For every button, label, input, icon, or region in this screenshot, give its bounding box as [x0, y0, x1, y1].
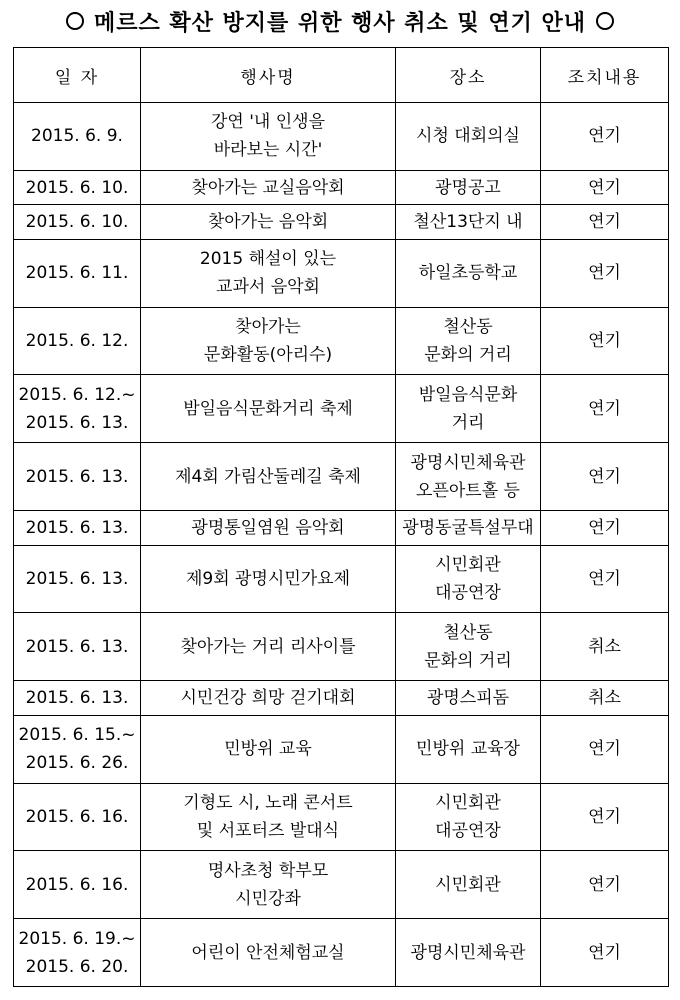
- cell-place: 광명시민체육관 오픈아트홀 등: [396, 443, 541, 511]
- cell-place: 광명스피돔: [396, 681, 541, 716]
- cell-place: 시민회관 대공연장: [396, 783, 541, 851]
- cell-event: 찾아가는 거리 리사이틀: [141, 613, 396, 681]
- cell-date: 2015. 6. 16.: [14, 851, 141, 919]
- cell-date: 2015. 6. 16.: [14, 783, 141, 851]
- document-title: [0, 4, 680, 38]
- cell-action: 연기: [541, 715, 669, 783]
- table-row: [14, 443, 669, 511]
- cell-event: 제9회 광명시민가요제: [141, 545, 396, 613]
- table-row: [14, 205, 669, 240]
- cell-date: 2015. 6. 15.~ 2015. 6. 26.: [14, 715, 141, 783]
- cell-action: 연기: [541, 205, 669, 240]
- cell-action: 연기: [541, 307, 669, 375]
- cell-place: 철산동 문화의 거리: [396, 307, 541, 375]
- table-row: [14, 375, 669, 443]
- cell-event: 시민건강 희망 걷기대회: [141, 681, 396, 716]
- cell-event: 어린이 안전체험교실: [141, 919, 396, 987]
- table-row: [14, 545, 669, 613]
- cell-date: 2015. 6. 9.: [14, 103, 141, 171]
- cell-event: 찾아가는 교실음악회: [141, 170, 396, 205]
- cell-date: 2015. 6. 12.~ 2015. 6. 13.: [14, 375, 141, 443]
- cell-event: 기형도 시, 노래 콘서트 및 서포터즈 발대식: [141, 783, 396, 851]
- cell-action: 취소: [541, 613, 669, 681]
- cell-event: 찾아가는 문화활동(아리수): [141, 307, 396, 375]
- header-event: 행사명: [141, 48, 396, 103]
- cell-place: 광명공고: [396, 170, 541, 205]
- circle-icon-left: [66, 12, 84, 30]
- header-date: 일 자: [14, 48, 141, 103]
- cell-place: 광명동굴특설무대: [396, 511, 541, 546]
- cell-event: 명사초청 학부모 시민강좌: [141, 851, 396, 919]
- table-row: [14, 715, 669, 783]
- table-row: [14, 681, 669, 716]
- cell-event: 밤일음식문화거리 축제: [141, 375, 396, 443]
- cell-action: 연기: [541, 919, 669, 987]
- cell-place: 시민회관: [396, 851, 541, 919]
- header-place: 장소: [396, 48, 541, 103]
- cell-event: 민방위 교육: [141, 715, 396, 783]
- cell-place: 철산동 문화의 거리: [396, 613, 541, 681]
- cell-event: 제4회 가림산둘레길 축제: [141, 443, 396, 511]
- cell-place: 철산13단지 내: [396, 205, 541, 240]
- header-action: 조치내용: [541, 48, 669, 103]
- table-row: [14, 783, 669, 851]
- cell-action: 연기: [541, 103, 669, 171]
- cell-event: 찾아가는 음악회: [141, 205, 396, 240]
- table-row: [14, 511, 669, 546]
- cell-date: 2015. 6. 19.~ 2015. 6. 20.: [14, 919, 141, 987]
- cell-date: 2015. 6. 13.: [14, 545, 141, 613]
- table-row: [14, 307, 669, 375]
- circle-icon-right: [596, 12, 614, 30]
- cell-action: 연기: [541, 170, 669, 205]
- cell-date: 2015. 6. 11.: [14, 239, 141, 307]
- cell-action: 취소: [541, 681, 669, 716]
- cell-date: 2015. 6. 13.: [14, 443, 141, 511]
- cell-action: 연기: [541, 239, 669, 307]
- cell-place: 밤일음식문화 거리: [396, 375, 541, 443]
- table-row: [14, 613, 669, 681]
- cell-action: 연기: [541, 511, 669, 546]
- cell-action: 연기: [541, 443, 669, 511]
- table-row: [14, 239, 669, 307]
- title-text: 메르스 확산 방지를 위한 행사 취소 및 연기 안내: [93, 10, 587, 36]
- event-schedule-table: [13, 47, 669, 987]
- table-body: [14, 103, 669, 987]
- cell-date: 2015. 6. 10.: [14, 170, 141, 205]
- table-row: [14, 103, 669, 171]
- cell-date: 2015. 6. 13.: [14, 511, 141, 546]
- cell-event: 광명통일염원 음악회: [141, 511, 396, 546]
- cell-date: 2015. 6. 13.: [14, 681, 141, 716]
- cell-place: 하일초등학교: [396, 239, 541, 307]
- cell-date: 2015. 6. 13.: [14, 613, 141, 681]
- cell-place: 시민회관 대공연장: [396, 545, 541, 613]
- table-header-row: [14, 48, 669, 103]
- cell-place: 민방위 교육장: [396, 715, 541, 783]
- cell-action: 연기: [541, 851, 669, 919]
- cell-action: 연기: [541, 783, 669, 851]
- cell-date: 2015. 6. 12.: [14, 307, 141, 375]
- table-row: [14, 170, 669, 205]
- cell-place: 광명시민체육관: [396, 919, 541, 987]
- table-row: [14, 851, 669, 919]
- cell-action: 연기: [541, 545, 669, 613]
- cell-date: 2015. 6. 10.: [14, 205, 141, 240]
- cell-event: 2015 해설이 있는 교과서 음악회: [141, 239, 396, 307]
- cell-event: 강연 '내 인생을 바라보는 시간': [141, 103, 396, 171]
- cell-action: 연기: [541, 375, 669, 443]
- cell-place: 시청 대회의실: [396, 103, 541, 171]
- table-row: [14, 919, 669, 987]
